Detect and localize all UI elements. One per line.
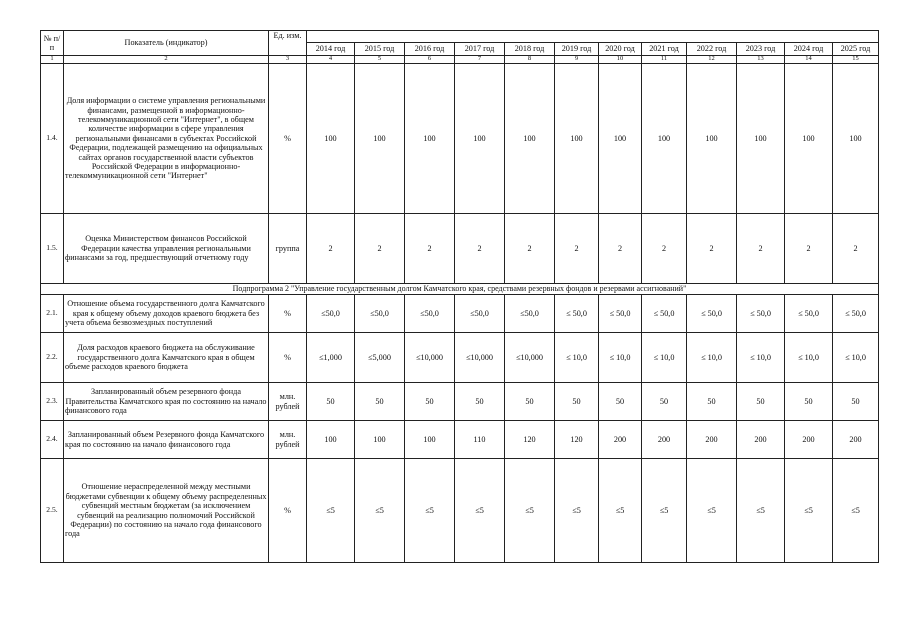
year-value: 50 [642,383,687,421]
column-index: 6 [405,56,455,64]
table-row [41,214,879,284]
row-number: 2.3. [41,383,64,421]
column-index: 12 [687,56,737,64]
row-unit: % [269,295,307,333]
row-unit: группа [269,214,307,284]
row-unit: % [269,64,307,214]
year-value: 100 [599,64,642,214]
year-value: 2 [833,214,879,284]
year-value: ≤ 50,0 [555,295,599,333]
header-year: 2022 год [687,43,737,56]
year-value: 50 [833,383,879,421]
year-value: 2 [405,214,455,284]
year-value: 2 [355,214,405,284]
year-value: ≤50,0 [505,295,555,333]
year-value: ≤5 [642,459,687,563]
row-number: 2.1. [41,295,64,333]
year-value: ≤5 [833,459,879,563]
indicator-text: Доля информации о системе управления региональными финансами, размещенной в информационно-телекоммуникационной сети "Интернет", в общем количестве информации в сфере управления региональными финансами в субъектах Российской Федерации, подлежащей размещению на официальных сайтах органов государственной власти субъектов Российской Федерации в информационно-телекоммуникационной сети "Интернет" [64,64,269,214]
table-row [41,383,879,421]
table-row [41,295,879,333]
column-index: 13 [737,56,785,64]
year-value: ≤5,000 [355,333,405,383]
year-value: 2 [555,214,599,284]
row-number: 2.5. [41,459,64,563]
year-value: 2 [505,214,555,284]
year-value: 100 [642,64,687,214]
indicator-text: Отношение объема государственного долга Камчатского края к общему объему доходов краевого бюджета без учета объема безвозмездных поступлений [64,295,269,333]
year-value: ≤ 10,0 [599,333,642,383]
year-value: 50 [737,383,785,421]
year-value: ≤ 50,0 [737,295,785,333]
year-value: ≤ 10,0 [642,333,687,383]
year-value: 110 [455,421,505,459]
indicator-text: Доля расходов краевого бюджета на обслуживание государственного долга Камчатского края в общем объеме расходов краевого бюджета [64,333,269,383]
year-value: 50 [355,383,405,421]
year-value: 100 [307,64,355,214]
column-index: 15 [833,56,879,64]
year-value: 100 [355,64,405,214]
year-value: ≤ 50,0 [833,295,879,333]
year-value: ≤ 50,0 [687,295,737,333]
header-year: 2023 год [737,43,785,56]
year-value: ≤10,000 [405,333,455,383]
year-value: ≤50,0 [307,295,355,333]
year-value: ≤5 [307,459,355,563]
year-value: 2 [307,214,355,284]
year-value: 100 [737,64,785,214]
year-value: 200 [737,421,785,459]
row-number: 1.5. [41,214,64,284]
indicators-table [40,30,879,563]
row-unit: млн. рублей [269,421,307,459]
header-year: 2016 год [405,43,455,56]
column-index: 1 [41,56,64,64]
year-value: ≤50,0 [405,295,455,333]
index-row [41,56,879,64]
column-index: 3 [269,56,307,64]
year-value: 200 [687,421,737,459]
table-row [41,333,879,383]
header-year: 2017 год [455,43,505,56]
year-value: 100 [307,421,355,459]
year-value: 2 [599,214,642,284]
year-value: ≤5 [737,459,785,563]
table-row [41,459,879,563]
column-index: 2 [64,56,269,64]
year-value: 100 [687,64,737,214]
year-value: 2 [642,214,687,284]
year-value: 50 [785,383,833,421]
year-value: 100 [505,64,555,214]
table-row [41,421,879,459]
column-index: 7 [455,56,505,64]
year-value: 50 [405,383,455,421]
year-value: ≤5 [505,459,555,563]
row-number: 2.4. [41,421,64,459]
year-value: ≤ 50,0 [785,295,833,333]
year-value: 100 [785,64,833,214]
row-unit: % [269,459,307,563]
year-value: ≤ 50,0 [642,295,687,333]
year-value: ≤ 10,0 [687,333,737,383]
header-year: 2025 год [833,43,879,56]
year-value: 100 [405,421,455,459]
header-year: 2018 год [505,43,555,56]
header-year: 2024 год [785,43,833,56]
column-index: 9 [555,56,599,64]
year-value: 2 [687,214,737,284]
year-value: 2 [785,214,833,284]
year-value: ≤5 [355,459,405,563]
year-value: 50 [687,383,737,421]
year-value: 50 [455,383,505,421]
year-value: 200 [599,421,642,459]
header-year: 2019 год [555,43,599,56]
indicator-text: Запланированный объем Резервного фонда Камчатского края по состоянию на начало финансового года [64,421,269,459]
year-value: ≤5 [599,459,642,563]
indicator-text: Отношение нераспределенной между местными бюджетами субвенции к общему объему распределенных субвенций местным бюджетам (за исключением субвенций на реализацию полномочий Российской Федерации) по состоянию на начало года финансового года [64,459,269,563]
year-value: 120 [555,421,599,459]
year-value: ≤5 [405,459,455,563]
column-index: 4 [307,56,355,64]
indicator-text: Оценка Министерством финансов Российской Федерации качества управления региональными финансами за год, предшествующий отчетному году [64,214,269,284]
year-value: ≤ 10,0 [555,333,599,383]
header-year: 2020 год [599,43,642,56]
column-index: 5 [355,56,405,64]
row-unit: млн. рублей [269,383,307,421]
year-value: ≤50,0 [455,295,505,333]
year-value: 200 [642,421,687,459]
header-unit: Ед. изм. [269,31,307,56]
year-value: 100 [555,64,599,214]
row-unit: % [269,333,307,383]
table-row [41,64,879,214]
column-index: 10 [599,56,642,64]
header-years-group [307,31,879,43]
year-value: 100 [355,421,405,459]
column-index: 14 [785,56,833,64]
year-value: 100 [455,64,505,214]
header-year: 2014 год [307,43,355,56]
year-value: ≤50,0 [355,295,405,333]
year-value: 50 [599,383,642,421]
year-value: ≤10,000 [505,333,555,383]
header-year: 2015 год [355,43,405,56]
year-value: 200 [833,421,879,459]
year-value: ≤5 [687,459,737,563]
indicator-text: Запланированный объем резервного фонда Правительства Камчатского края по состоянию на начало финансового года [64,383,269,421]
row-number: 2.2. [41,333,64,383]
header-year: 2021 год [642,43,687,56]
year-value: ≤5 [555,459,599,563]
year-value: 200 [785,421,833,459]
header-indicator: Показатель (индикатор) [64,31,269,56]
year-value: ≤ 50,0 [599,295,642,333]
year-value: ≤1,000 [307,333,355,383]
year-value: 2 [737,214,785,284]
year-value: ≤ 10,0 [737,333,785,383]
year-value: 50 [505,383,555,421]
year-value: 2 [455,214,505,284]
year-value: 100 [833,64,879,214]
column-index: 11 [642,56,687,64]
year-value: 50 [307,383,355,421]
year-value: ≤10,000 [455,333,505,383]
subprogram-heading: Подпрограмма 2 "Управление государственным долгом Камчатского края, средствами резервных фондов и резервами ассигнований" [41,284,879,295]
year-value: ≤5 [785,459,833,563]
row-number: 1.4. [41,64,64,214]
year-value: 100 [405,64,455,214]
year-value: ≤ 10,0 [833,333,879,383]
header-num: № п/п [41,31,64,56]
year-value: ≤5 [455,459,505,563]
year-value: 50 [555,383,599,421]
column-index: 8 [505,56,555,64]
year-value: 120 [505,421,555,459]
year-value: ≤ 10,0 [785,333,833,383]
